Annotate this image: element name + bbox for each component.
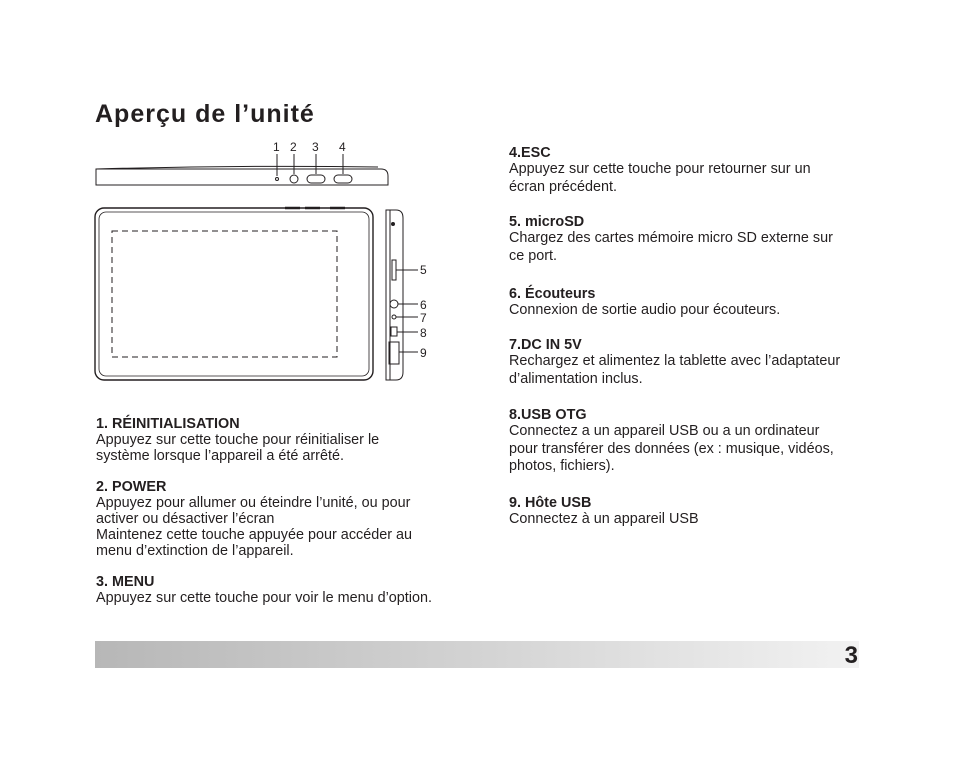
section-esc <box>509 145 879 196</box>
label-1: 1 <box>273 140 280 154</box>
section-body: Appuyez pour allumer ou éteindre l’unité, ou pour activer ou désactiver l’écran Maintenez cette touche appuyée pour accéder au menu d’extinction de l’appareil. <box>96 495 413 559</box>
tablet-front-view <box>95 208 373 380</box>
page-number: 3 <box>844 642 858 669</box>
page-title: Aperçu de l’unité <box>95 100 315 128</box>
headphone-jack <box>390 300 398 308</box>
section-body: Appuyez sur cette touche pour réinitialiser le système lorsque l’appareil a été arrêté. <box>96 432 380 464</box>
section-headphones <box>509 286 879 320</box>
section-usb-host <box>509 495 879 529</box>
section-menu <box>96 574 476 606</box>
section-heading: 9. Hôte USB <box>509 495 592 511</box>
tablet-side-view <box>386 210 418 380</box>
section-heading: 6. Écouteurs <box>509 286 596 302</box>
section-body: Connectez a un appareil USB ou a un ordinateur pour transférer des données (ex : musique, vidéos, photos, fichiers). <box>509 423 834 474</box>
section-body: Connectez à un appareil USB <box>509 511 699 527</box>
section-body: Chargez des cartes mémoire micro SD externe sur ce port. <box>509 230 833 264</box>
power-button <box>290 175 298 183</box>
microsd-slot <box>392 260 396 280</box>
section-usb-otg <box>509 407 879 476</box>
section-heading: 3. MENU <box>96 574 155 590</box>
label-9: 9 <box>420 346 427 360</box>
label-5: 5 <box>420 263 427 277</box>
label-4: 4 <box>339 140 346 154</box>
section-microsd <box>509 214 879 265</box>
section-heading: 8.USB OTG <box>509 407 587 423</box>
footer-bar <box>95 641 859 668</box>
section-power <box>96 479 476 559</box>
section-heading: 1. RÉINITIALISATION <box>96 416 240 432</box>
section-reset <box>96 416 476 464</box>
label-6: 6 <box>420 298 427 312</box>
esc-button <box>334 175 352 183</box>
label-2: 2 <box>290 140 297 154</box>
screen-area <box>112 231 337 357</box>
label-8: 8 <box>420 326 427 340</box>
menu-button <box>307 175 325 183</box>
section-dc-in <box>509 337 879 388</box>
tablet-diagram <box>90 136 440 386</box>
dc-in-port <box>392 315 396 319</box>
section-heading: 5. microSD <box>509 214 585 230</box>
section-heading: 7.DC IN 5V <box>509 337 582 353</box>
label-3: 3 <box>312 140 319 154</box>
section-body: Appuyez sur cette touche pour voir le menu d’option. <box>96 590 432 606</box>
tablet-top-view <box>96 154 388 185</box>
usb-otg-port <box>391 327 397 336</box>
section-body: Appuyez sur cette touche pour retourner sur un écran précédent. <box>509 161 811 195</box>
label-7: 7 <box>420 311 427 325</box>
section-body: Connexion de sortie audio pour écouteurs. <box>509 302 781 318</box>
section-heading: 4.ESC <box>509 145 551 161</box>
section-heading: 2. POWER <box>96 479 167 495</box>
reset-hole <box>276 178 279 181</box>
section-body: Rechargez et alimentez la tablette avec l’adaptateur d’alimentation inclus. <box>509 353 841 387</box>
